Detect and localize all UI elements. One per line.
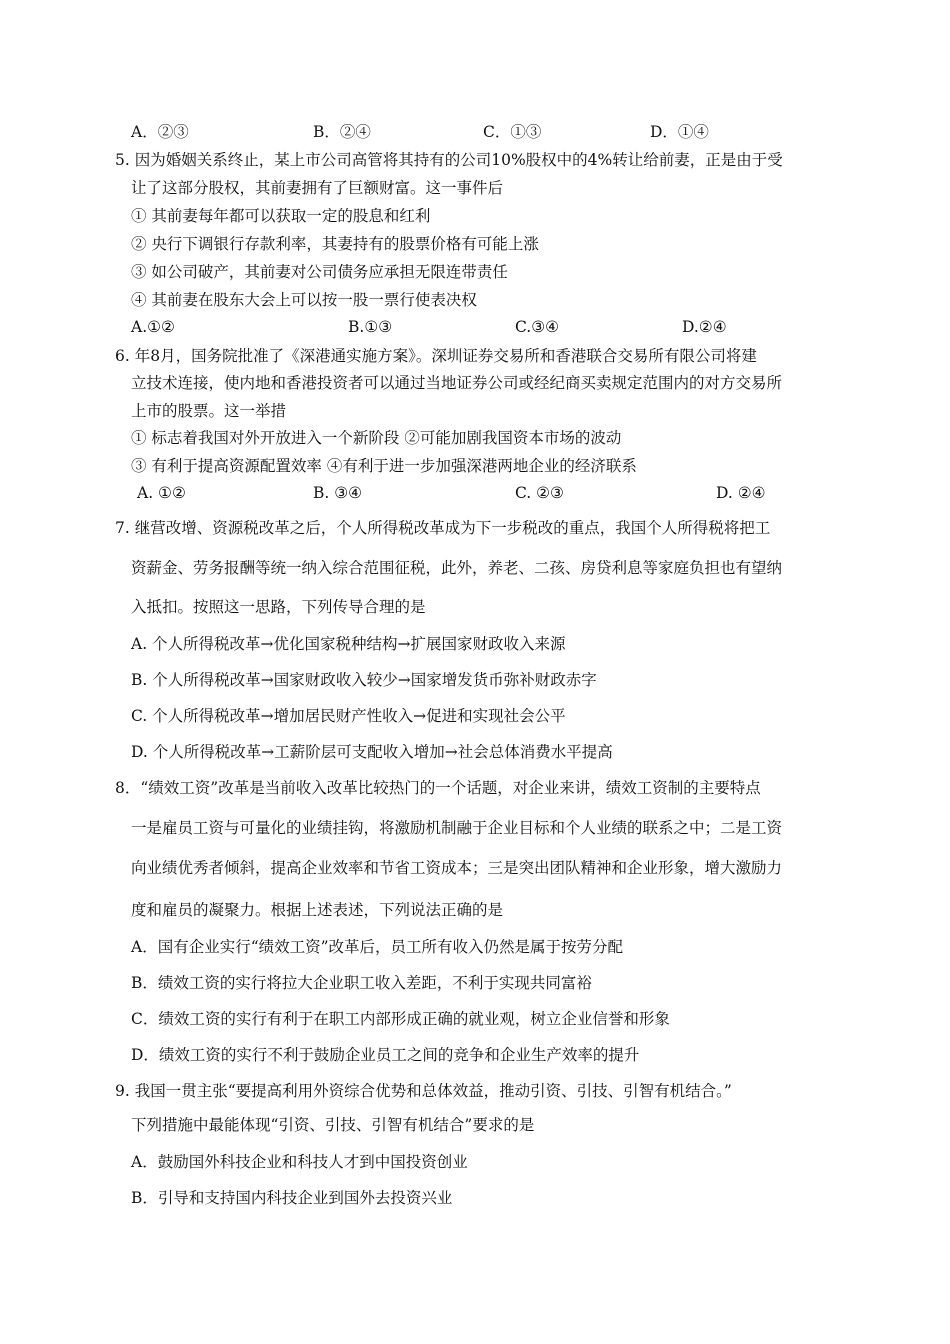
q7-option-a: A. 个人所得税改革→优化国家税种结构→扩展国家财政收入来源	[131, 635, 566, 653]
q8-stem-line4: 度和雇员的凝聚力。根据上述表述，下列说法正确的是	[131, 901, 504, 919]
q5-option-b: B.①③	[348, 318, 393, 336]
q5-option-d: D.②④	[682, 318, 727, 336]
q7-option-c: C. 个人所得税改革→增加居民财产性收入→促进和实现社会公平	[131, 707, 566, 725]
q6-stem-line2: 立技术连接，使内地和香港投资者可以通过当地证券公司或经纪商买卖规定范围内的对方交易所	[131, 374, 783, 392]
q7-stem-line2: 资薪金、劳务报酬等统一纳入综合范围征税，此外，养老、二孩、房贷利息等家庭负担也有望纳	[131, 559, 783, 577]
q6-option-c: C. ②③	[515, 484, 564, 502]
q7-stem-line3: 入抵扣。按照这一思路，下列传导合理的是	[131, 598, 426, 616]
q5-item-2: ② 央行下调银行存款利率，其妻持有的股票价格有可能上涨	[131, 235, 539, 253]
q6-option-d: D. ②④	[716, 484, 766, 502]
q4-option-b: B．②④	[313, 123, 371, 141]
q6-stem-line3: 上市的股票。这一举措	[131, 402, 287, 420]
q5-stem-line1: 5. 因为婚姻关系终止，某上市公司高管将其持有的公司10%股权中的4%转让给前妻，正是由于受	[115, 151, 783, 169]
q8-stem-line3: 向业绩优秀者倾斜，提高企业效率和节省工资成本；三是突出团队精神和企业形象，增大激励力	[131, 859, 783, 877]
q8-stem-line2: 一是雇员工资与可量化的业绩挂钩，将激励机制融于企业目标和个人业绩的联系之中；二是工资	[131, 819, 783, 837]
q8-option-c: C．绩效工资的实行有利于在职工内部形成正确的就业观，树立企业信誉和形象	[131, 1010, 670, 1028]
q6-stem-line1: 6. 年8月，国务院批准了《深港通实施方案》。深圳证券交易所和香港联合交易所有限公司将建	[115, 347, 757, 365]
q4-option-a: A．②③	[131, 123, 189, 141]
q8-option-b: B．绩效工资的实行将拉大企业职工收入差距，不利于实现共同富裕	[131, 974, 592, 992]
q4-option-c: C．①③	[483, 123, 542, 141]
q9-option-a: A．鼓励国外科技企业和科技人才到中国投资创业	[131, 1153, 468, 1171]
q9-stem-line1: 9. 我国一贯主张“要提高利用外资综合优势和总体效益，推动引资、引技、引智有机结合。”	[115, 1082, 732, 1100]
q6-items-line2: ③ 有利于提高资源配置效率 ④有利于进一步加强深港两地企业的经济联系	[131, 457, 637, 475]
q9-option-b: B．引导和支持国内科技企业到国外去投资兴业	[131, 1189, 453, 1207]
q8-option-a: A．国有企业实行“绩效工资”改革后，员工所有收入仍然是属于按劳分配	[131, 938, 624, 956]
q7-stem-line1: 7. 继营改增、资源税改革之后，个人所得税改革成为下一步税改的重点，我国个人所得税将把工	[115, 519, 771, 537]
q7-option-d: D. 个人所得税改革→工薪阶层可支配收入增加→社会总体消费水平提高	[131, 743, 613, 761]
q5-option-a: A.①②	[131, 318, 175, 336]
q4-option-d: D．①④	[650, 123, 709, 141]
q5-stem-line2: 让了这部分股权，其前妻拥有了巨额财富。这一事件后	[131, 179, 504, 197]
q5-item-1: ① 其前妻每年都可以获取一定的股息和红利	[131, 207, 431, 225]
q8-option-d: D．绩效工资的实行不利于鼓励企业员工之间的竞争和企业生产效率的提升	[131, 1046, 640, 1064]
q9-stem-line2: 下列措施中最能体现“引资、引技、引智有机结合”要求的是	[131, 1116, 535, 1134]
q5-option-c: C.③④	[515, 318, 560, 336]
q7-option-b: B. 个人所得税改革→国家财政收入较少→国家增发货币弥补财政赤字	[131, 671, 597, 689]
q6-items-line1: ① 标志着我国对外开放进入一个新阶段 ②可能加剧我国资本市场的波动	[131, 429, 622, 447]
q6-option-a: A. ①②	[137, 484, 186, 502]
q5-item-3: ③ 如公司破产，其前妻对公司债务应承担无限连带责任	[131, 263, 508, 281]
q5-item-4: ④ 其前妻在股东大会上可以按一股一票行使表决权	[131, 291, 477, 309]
q8-stem-line1: 8．“绩效工资”改革是当前收入改革比较热门的一个话题，对企业来讲，绩效工资制的主要特点	[115, 779, 761, 797]
q6-option-b: B. ③④	[313, 484, 363, 502]
